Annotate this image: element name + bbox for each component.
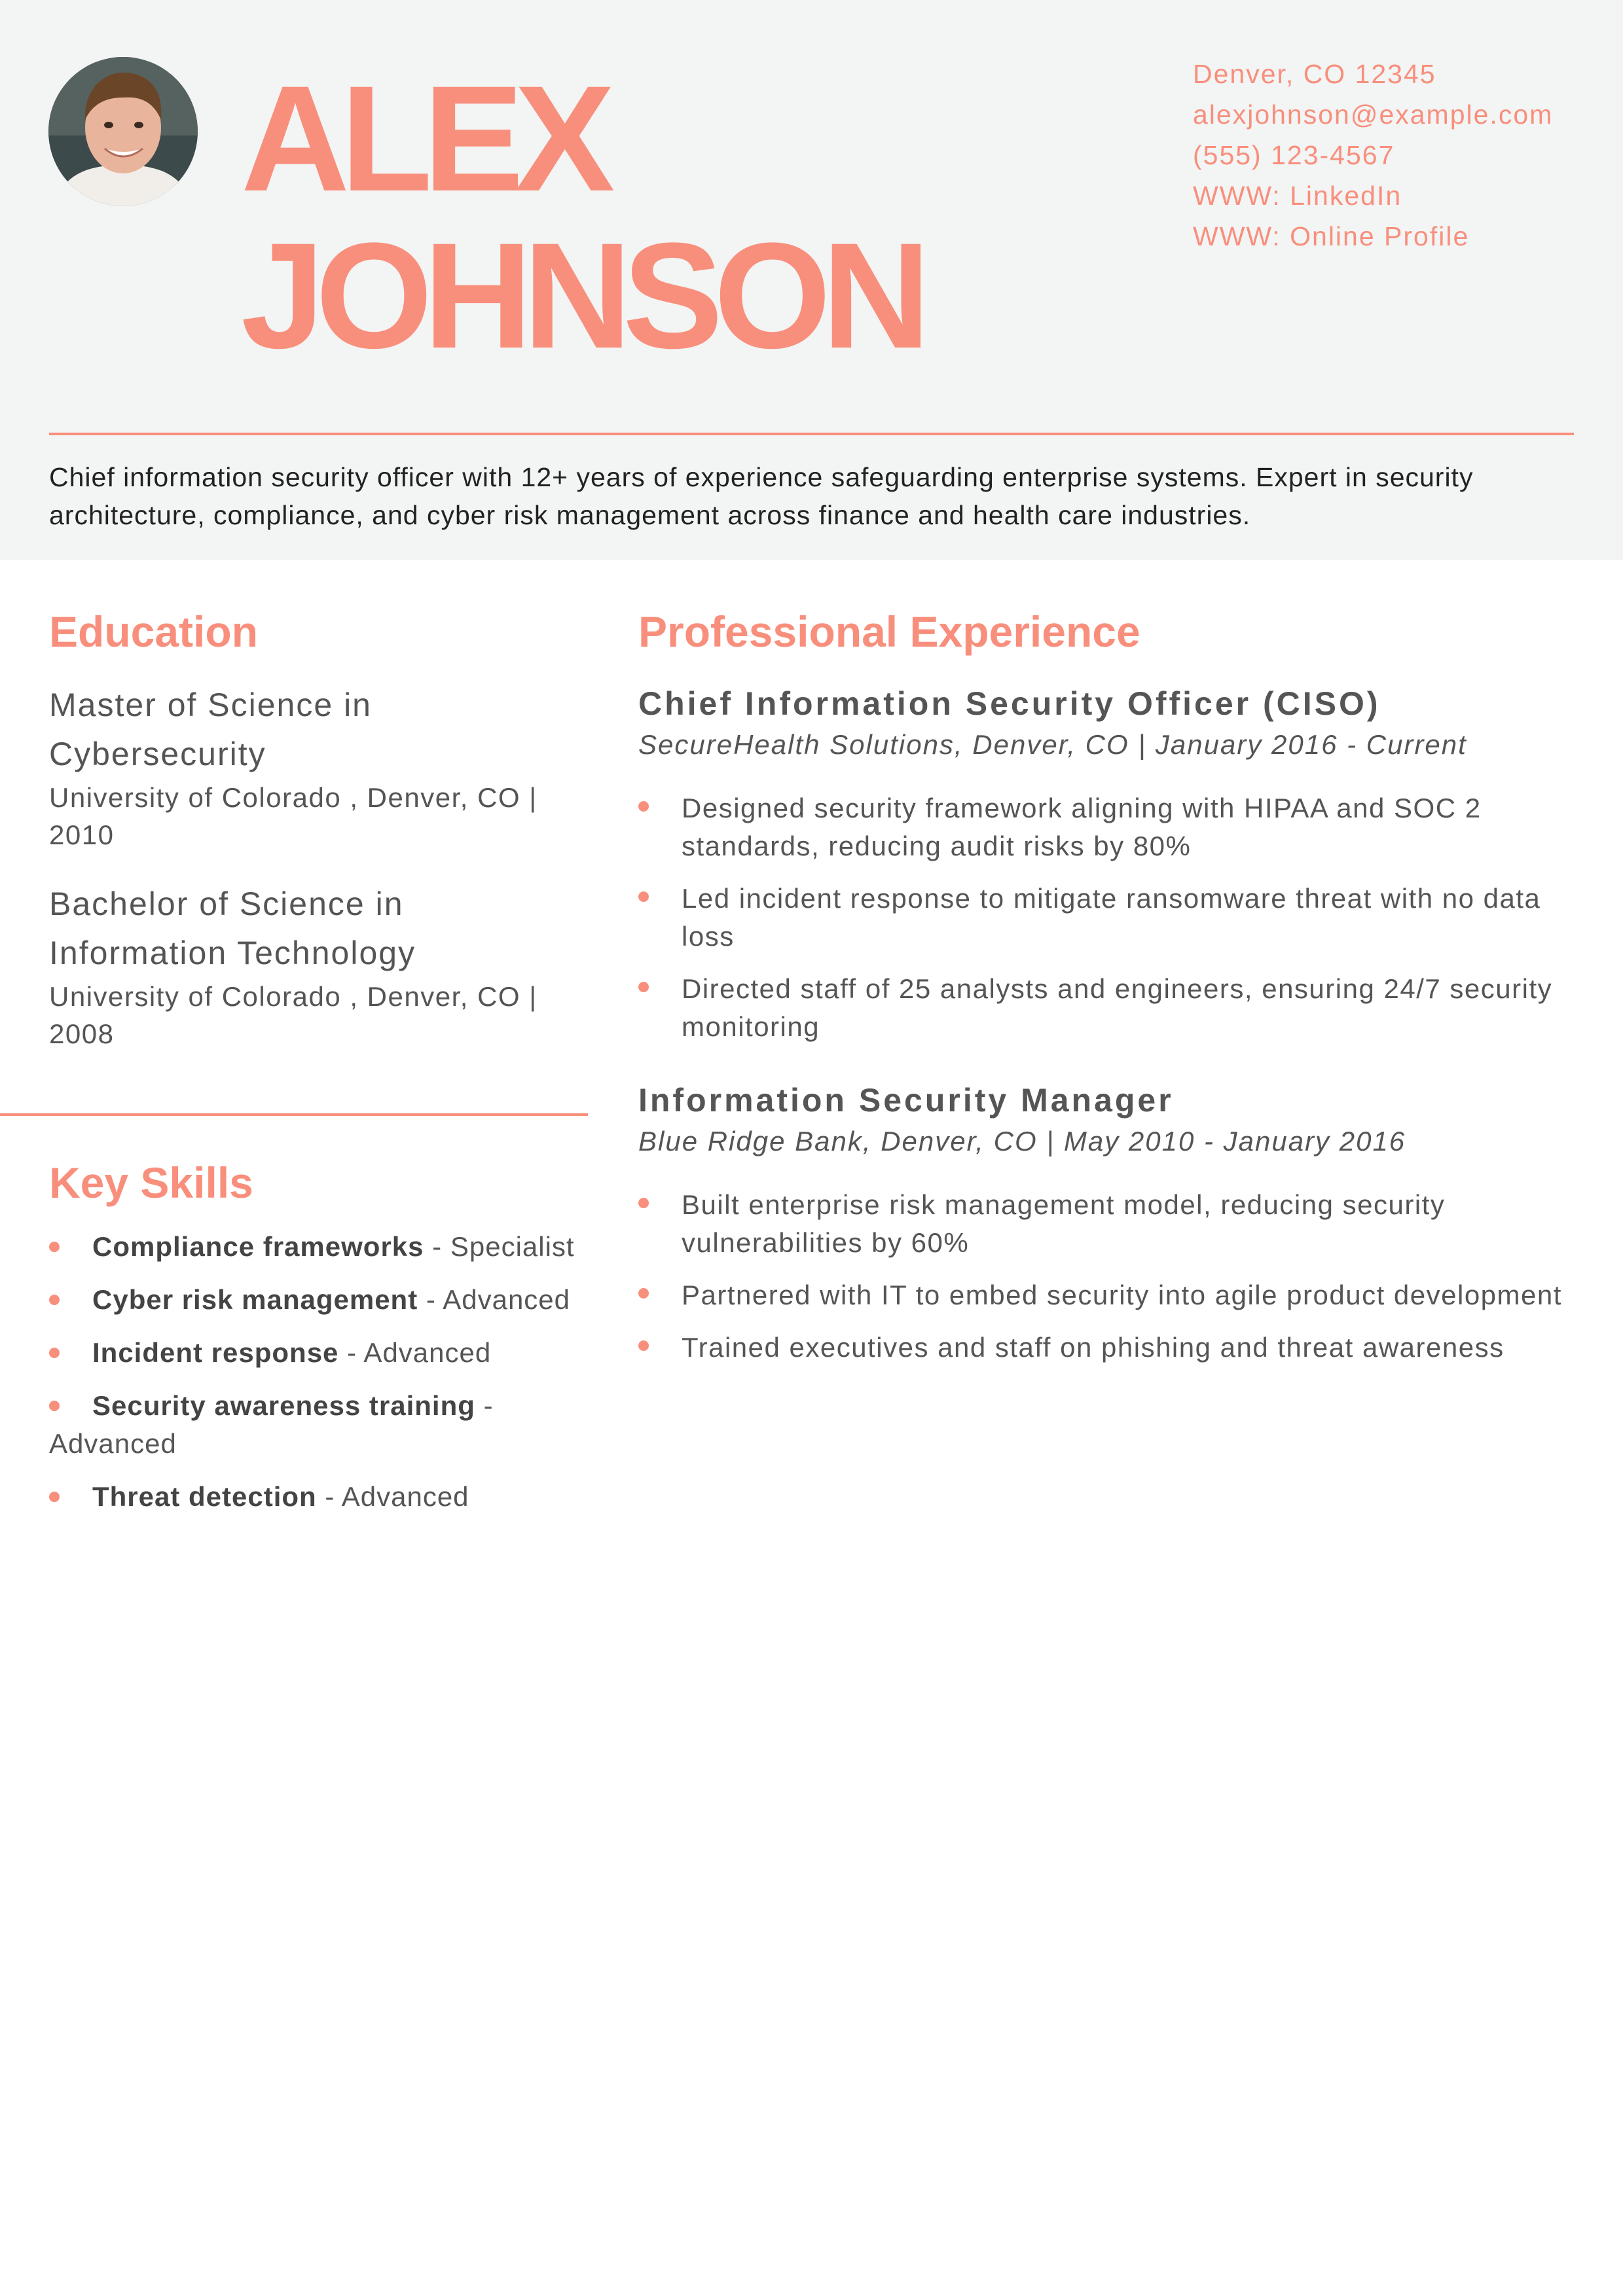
skill-name: Security awareness training <box>92 1390 475 1421</box>
job-entry <box>638 1077 1575 1367</box>
skill-name: Incident response <box>92 1337 339 1368</box>
job-entry <box>638 681 1575 1046</box>
bullet-dot <box>49 1348 60 1358</box>
bullet-text: Trained executives and staff on phishing and threat awareness <box>682 1332 1504 1363</box>
education-item <box>49 681 586 853</box>
degree-name: Bachelor of Science in Information Technology <box>49 886 416 971</box>
job-bullet <box>638 789 1575 865</box>
job-title: Chief Information Security Officer (CISO) <box>638 685 1381 722</box>
skill-item <box>49 1387 593 1463</box>
job-bullets <box>638 1186 1575 1367</box>
degree-name: Master of Science in Cybersecurity <box>49 687 372 772</box>
skills-title: Key Skills <box>49 1158 253 1207</box>
section-divider <box>0 1113 588 1116</box>
skill-item <box>49 1478 593 1516</box>
education-item <box>49 880 586 1052</box>
skill-name: Threat detection <box>92 1481 317 1512</box>
bullet-dot <box>638 982 649 992</box>
bullet-dot <box>638 891 649 902</box>
job-bullet <box>638 1186 1575 1262</box>
bullet-dot <box>49 1401 60 1411</box>
bullet-dot <box>638 1340 649 1351</box>
bullet-dot <box>49 1492 60 1502</box>
profile-photo <box>48 57 198 206</box>
education-section <box>49 602 586 1052</box>
bullet-dot <box>638 1288 649 1299</box>
skill-level: - Advanced <box>49 1390 494 1459</box>
job-title: Information Security Manager <box>638 1082 1174 1119</box>
skills-section <box>49 1153 593 1531</box>
skill-level: - Specialist <box>424 1231 575 1262</box>
first-name: ALEX <box>241 54 606 223</box>
skill-item <box>49 1334 593 1372</box>
profile-photo-image <box>48 57 198 206</box>
bullet-text: Directed staff of 25 analysts and engineers, ensuring 24/7 security monitoring <box>682 973 1553 1042</box>
contact-linkedin-link[interactable]: WWW: LinkedIn <box>1193 181 1402 211</box>
school-info: University of Colorado , Denver, CO | 2010 <box>49 782 538 850</box>
skill-name: Cyber risk management <box>92 1284 418 1315</box>
bullet-dot <box>638 801 649 812</box>
contact-profile-link[interactable]: WWW: Online Profile <box>1193 221 1470 251</box>
contact-location: Denver, CO 12345 <box>1193 59 1436 89</box>
skill-item <box>49 1228 593 1266</box>
job-meta: Blue Ridge Bank, Denver, CO | May 2010 - January 2016 <box>638 1126 1406 1157</box>
bullet-dot <box>49 1295 60 1305</box>
job-bullet <box>638 1329 1575 1367</box>
skill-name: Compliance frameworks <box>92 1231 424 1262</box>
last-name: JOHNSON <box>241 211 922 380</box>
job-bullet <box>638 1276 1575 1314</box>
skills-list <box>49 1228 593 1516</box>
experience-title: Professional Experience <box>638 607 1140 656</box>
skill-item <box>49 1281 593 1319</box>
job-bullet <box>638 880 1575 956</box>
job-bullets <box>638 789 1575 1046</box>
bullet-text: Designed security framework aligning with HIPAA and SOC 2 standards, reducing audit risks by 80% <box>682 793 1482 861</box>
education-title: Education <box>49 607 259 656</box>
candidate-name <box>241 54 922 380</box>
skill-level: - Advanced <box>316 1481 469 1512</box>
job-bullet <box>638 970 1575 1046</box>
bullet-text: Partnered with IT to embed security into agile product development <box>682 1280 1562 1310</box>
bullet-text: Led incident response to mitigate ransomware threat with no data loss <box>682 883 1541 952</box>
contact-email[interactable]: alexjohnson@example.com <box>1193 99 1554 130</box>
skill-level: - Advanced <box>418 1284 571 1315</box>
bullet-dot <box>638 1198 649 1208</box>
header-band <box>0 0 1623 560</box>
contact-info <box>1193 54 1553 257</box>
bullet-text: Built enterprise risk management model, reducing security vulnerabilities by 60% <box>682 1189 1446 1258</box>
school-info: University of Colorado , Denver, CO | 2008 <box>49 981 538 1049</box>
experience-section <box>638 602 1575 1381</box>
bullet-dot <box>49 1242 60 1252</box>
header-divider <box>49 433 1574 435</box>
professional-summary: Chief information security officer with 12+ years of experience safeguarding enterprise systems. Expert in security architecture, compliance, and cyber risk management across finance and health care industries. <box>49 462 1474 530</box>
contact-phone: (555) 123-4567 <box>1193 140 1395 170</box>
skill-level: - Advanced <box>338 1337 492 1368</box>
job-meta: SecureHealth Solutions, Denver, CO | January 2016 - Current <box>638 729 1467 760</box>
